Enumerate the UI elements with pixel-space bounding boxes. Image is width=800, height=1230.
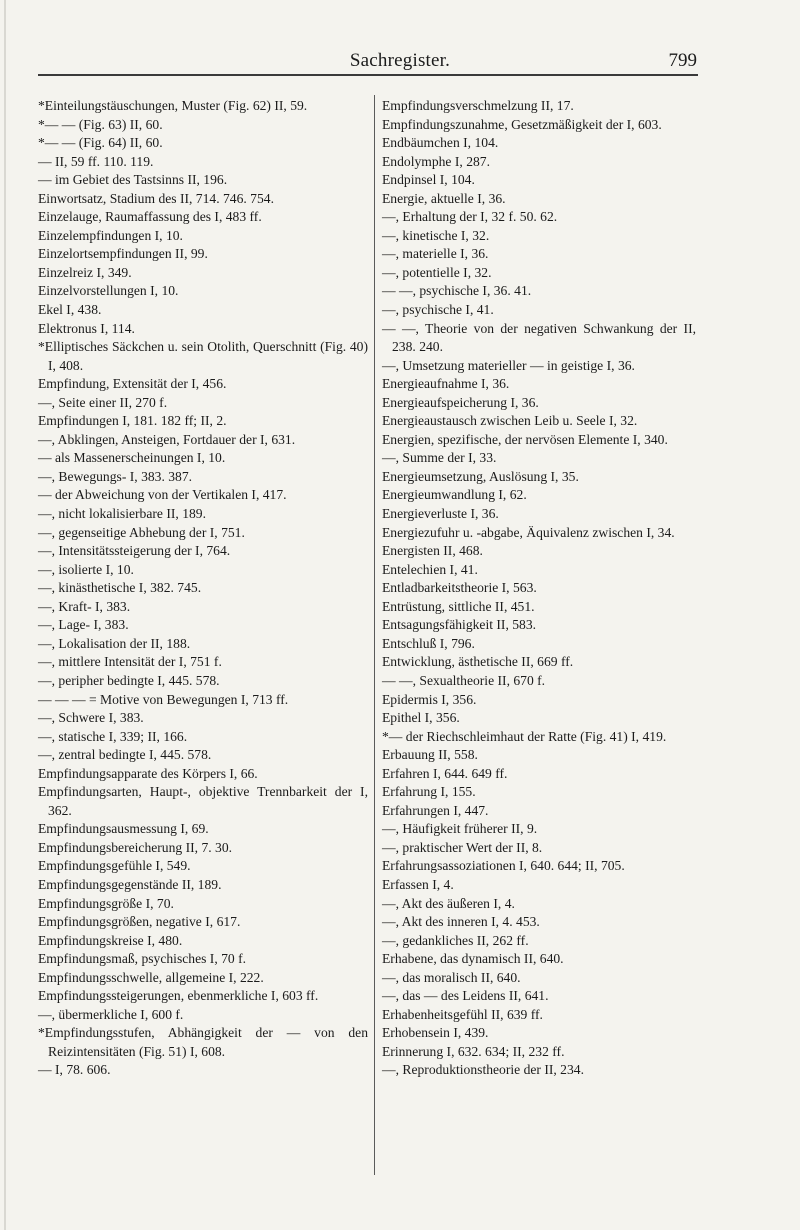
- binding-edge: [4, 0, 6, 1230]
- index-entry: Empfindungsgegenstände II, 189.: [38, 876, 222, 892]
- index-entry: —, Akt des inneren I, 4. 453.: [382, 914, 540, 930]
- index-entry: Erbauung II, 558.: [382, 747, 478, 763]
- index-entry: Energieaufspeicherung I, 36.: [382, 394, 539, 410]
- index-entry: —, das — des Leidens II, 641.: [382, 988, 549, 1004]
- index-entry: *— — (Fig. 63) II, 60.: [38, 116, 163, 132]
- index-entry: —, mittlere Intensität der I, 751 f.: [38, 654, 222, 670]
- index-entry: Entrüstung, sittliche II, 451.: [382, 598, 535, 614]
- index-entry: Empfindungsschwelle, allgemeine I, 222.: [38, 969, 264, 985]
- column-divider: [374, 95, 375, 1175]
- index-entry: Energieumsetzung, Auslösung I, 35.: [382, 468, 579, 484]
- index-entry: — der Abweichung von der Vertikalen I, 417.: [38, 487, 287, 503]
- index-entry: —, Seite einer II, 270 f.: [38, 394, 168, 410]
- index-entry: Energieaustausch zwischen Leib u. Seele I, 32.: [382, 413, 638, 429]
- index-entry: Entschluß I, 796.: [382, 635, 475, 651]
- index-column-left: [38, 97, 368, 1080]
- index-entry: — als Massenerscheinungen I, 10.: [38, 450, 226, 466]
- index-entry: Empfindungsapparate des Körpers I, 66.: [38, 765, 258, 781]
- index-entry: Empfindungskreise I, 480.: [38, 932, 183, 948]
- index-entry: —, Summe der I, 33.: [382, 450, 497, 466]
- index-entry: —, materielle I, 36.: [382, 246, 489, 262]
- index-entry: —, nicht lokalisierbare II, 189.: [38, 506, 206, 522]
- index-entry: —, zentral bedingte I, 445. 578.: [38, 747, 212, 763]
- index-entry: — I, 78. 606.: [38, 1062, 111, 1078]
- index-entry: —, Abklingen, Ansteigen, Fortdauer der I, 631.: [38, 431, 296, 447]
- index-entry: — —, psychische I, 36. 41.: [382, 283, 532, 299]
- index-entry: —, Bewegungs- I, 383. 387.: [38, 468, 193, 484]
- running-title: Sachregister.: [349, 50, 451, 71]
- index-entry: Einzelauge, Raumaffassung des I, 483 ff.: [38, 209, 262, 225]
- index-entry: Empfindungssteigerungen, ebenmerkliche I, 603 ff.: [38, 988, 319, 1004]
- index-entry: —, statische I, 339; II, 166.: [38, 728, 188, 744]
- index-entry: Energie, aktuelle I, 36.: [382, 190, 506, 206]
- index-entry: *Einteilungstäuschungen, Muster (Fig. 62) II, 59.: [38, 98, 308, 113]
- index-entry: Energiezufuhr u. -abgabe, Äquivalenz zwischen I, 34.: [382, 524, 675, 540]
- index-entry: Empfindungsverschmelzung II, 17.: [382, 98, 574, 113]
- index-entry: Erfahren I, 644. 649 ff.: [382, 765, 508, 781]
- index-entry: Energien, spezifische, der nervösen Elemente I, 340.: [382, 431, 668, 447]
- index-entry: Empfindungen I, 181. 182 ff; II, 2.: [38, 413, 227, 429]
- index-entry: Endbäumchen I, 104.: [382, 135, 499, 151]
- index-entry: *Empfindungsstufen, Abhängigkeit der — von den Reizintensitäten (Fig. 51) I, 608.: [38, 1025, 368, 1059]
- running-header: [0, 50, 800, 76]
- index-entry: Entelechien I, 41.: [382, 561, 478, 577]
- index-entry: Empfindungsgefühle I, 549.: [38, 858, 191, 874]
- index-entry: — —, Sexualtheorie II, 670 f.: [382, 672, 546, 688]
- index-entry: —, übermerkliche I, 600 f.: [38, 1006, 184, 1022]
- index-entry: —, das moralisch II, 640.: [382, 969, 521, 985]
- index-entry: Empfindung, Extensität der I, 456.: [38, 376, 227, 392]
- index-entry: — im Gebiet des Tastsinns II, 196.: [38, 172, 228, 188]
- index-entry: *— der Riechschleimhaut der Ratte (Fig. 41) I, 419.: [382, 728, 667, 744]
- index-entry: Elektronus I, 114.: [38, 320, 135, 336]
- index-column-right: [382, 97, 696, 1080]
- index-entry: Endolymphe I, 287.: [382, 153, 490, 169]
- index-entry: —, Erhaltung der I, 32 f. 50. 62.: [382, 209, 558, 225]
- index-entry: —, kinästhetische I, 382. 745.: [38, 580, 202, 596]
- index-entry: Energieverluste I, 36.: [382, 506, 499, 522]
- index-entry: Entwicklung, ästhetische II, 669 ff.: [382, 654, 574, 670]
- index-entry: —, Akt des äußeren I, 4.: [382, 895, 515, 911]
- index-entry: Erhabene, das dynamisch II, 640.: [382, 951, 564, 967]
- index-entry: —, kinetische I, 32.: [382, 227, 490, 243]
- index-entry: —, isolierte I, 10.: [38, 561, 134, 577]
- index-entry: —, peripher bedingte I, 445. 578.: [38, 672, 220, 688]
- index-entry: Einzelortsempfindungen II, 99.: [38, 246, 208, 262]
- index-entry: Erfassen I, 4.: [382, 876, 454, 892]
- index-entry: Entladbarkeitstheorie I, 563.: [382, 580, 537, 596]
- index-entry: Empfindungsgrößen, negative I, 617.: [38, 914, 241, 930]
- index-entry: Ekel I, 438.: [38, 302, 102, 318]
- index-entry: Empfindungsausmessung I, 69.: [38, 821, 209, 837]
- index-entry: —, Lokalisation der II, 188.: [38, 635, 191, 651]
- header-rule: [38, 74, 698, 76]
- index-entry: —, Häufigkeit früherer II, 9.: [382, 821, 538, 837]
- index-entry: Empfindungsgröße I, 70.: [38, 895, 174, 911]
- index-entry: Erinnerung I, 632. 634; II, 232 ff.: [382, 1043, 565, 1059]
- index-entry: Entsagungsfähigkeit II, 583.: [382, 617, 537, 633]
- index-entry: Epidermis I, 356.: [382, 691, 477, 707]
- index-entry: Erhobensein I, 439.: [382, 1025, 489, 1041]
- page-number: 799: [668, 50, 697, 71]
- index-entry: —, Schwere I, 383.: [38, 710, 144, 726]
- index-entry: — — — = Motive von Bewegungen I, 713 ff.: [38, 691, 289, 707]
- index-entry: Einzelempfindungen I, 10.: [38, 227, 183, 243]
- index-entry: Erfahrung I, 155.: [382, 784, 476, 800]
- index-entry: —, Kraft- I, 383.: [38, 598, 131, 614]
- index-entry: Empfindungsmaß, psychisches I, 70 f.: [38, 951, 247, 967]
- index-entry: *Elliptisches Säckchen u. sein Otolith, Querschnitt (Fig. 40) I, 408.: [38, 339, 368, 373]
- index-entry: —, potentielle I, 32.: [382, 264, 492, 280]
- index-entry: —, gedankliches II, 262 ff.: [382, 932, 529, 948]
- index-entry: Empfindungszunahme, Gesetzmäßigkeit der I, 603.: [382, 116, 662, 132]
- index-entry: — II, 59 ff. 110. 119.: [38, 153, 154, 169]
- index-entry: Einwortsatz, Stadium des II, 714. 746. 754.: [38, 190, 274, 206]
- index-entry: —, Intensitätssteigerung der I, 764.: [38, 543, 231, 559]
- index-entry: Endpinsel I, 104.: [382, 172, 475, 188]
- index-entry: Einzelreiz I, 349.: [38, 264, 132, 280]
- index-entry: Energieumwandlung I, 62.: [382, 487, 527, 503]
- index-entry: —, Umsetzung materieller — in geistige I, 36.: [382, 357, 635, 373]
- index-entry: Energieaufnahme I, 36.: [382, 376, 510, 392]
- index-entry: —, Lage- I, 383.: [38, 617, 129, 633]
- index-entry: Erhabenheitsgefühl II, 639 ff.: [382, 1006, 543, 1022]
- index-entry: Energisten II, 468.: [382, 543, 483, 559]
- index-entry: Erfahrungsassoziationen I, 640. 644; II, 705.: [382, 858, 625, 874]
- index-entry: —, Reproduktionstheorie der II, 234.: [382, 1062, 584, 1078]
- index-entry: Epithel I, 356.: [382, 710, 460, 726]
- index-entry: Empfindungsarten, Haupt-, objektive Trennbarkeit der I, 362.: [38, 784, 368, 818]
- index-entry: —, psychische I, 41.: [382, 302, 494, 318]
- index-entry: *— — (Fig. 64) II, 60.: [38, 135, 163, 151]
- index-entry: —, gegenseitige Abhebung der I, 751.: [38, 524, 245, 540]
- index-entry: Empfindungsbereicherung II, 7. 30.: [38, 839, 233, 855]
- index-entry: Einzelvorstellungen I, 10.: [38, 283, 179, 299]
- index-entry: — —, Theorie von der negativen Schwankung der II, 238. 240.: [382, 320, 696, 355]
- index-entry: —, praktischer Wert der II, 8.: [382, 839, 543, 855]
- index-entry: Erfahrungen I, 447.: [382, 802, 489, 818]
